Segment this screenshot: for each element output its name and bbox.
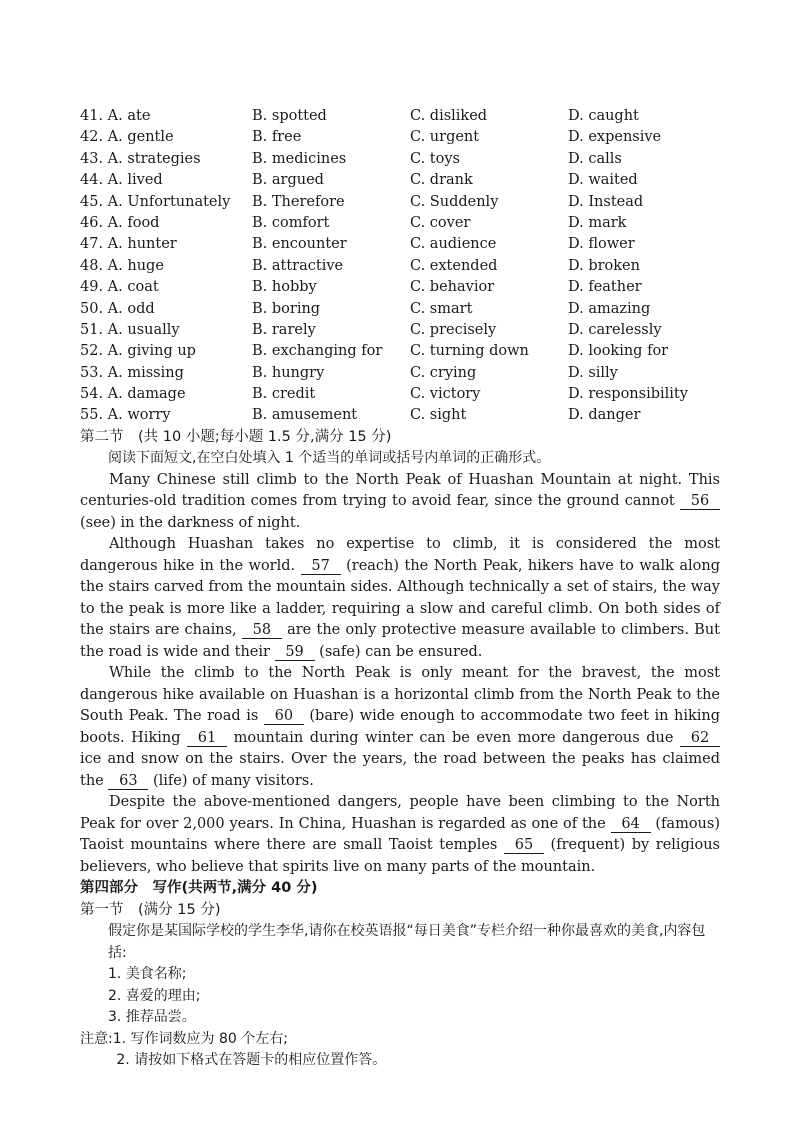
passage-paragraph-1 bbox=[80, 470, 720, 535]
option-row bbox=[80, 192, 720, 213]
text: (frequent) by religious believers, who believe that spirits live on many parts of the mountain. bbox=[80, 837, 720, 875]
option-a: 50. A. odd bbox=[80, 300, 155, 317]
option-c: C. cover bbox=[410, 214, 471, 231]
option-b: B. attractive bbox=[252, 257, 344, 274]
blank-57[interactable]: 57 bbox=[301, 559, 341, 575]
text: Many Chinese still climb to the North Peak of Huashan Mountain at night. This centuries-old tradition comes from trying to avoid fear, since the ground cannot bbox=[80, 471, 720, 510]
section2-instruction: 阅读下面短文,在空白处填入 1 个适当的单词或括号内单词的正确形式。 bbox=[108, 450, 551, 467]
option-a: 46. A. food bbox=[80, 214, 160, 231]
option-b: B. free bbox=[252, 129, 302, 146]
option-row bbox=[80, 363, 720, 384]
option-a: 43. A. strategies bbox=[80, 150, 201, 167]
option-a: 54. A. damage bbox=[80, 386, 186, 403]
option-d: D. Instead bbox=[568, 193, 644, 210]
option-a: 51. A. usually bbox=[80, 321, 180, 338]
option-a: 45. A. Unfortunately bbox=[80, 193, 231, 210]
blank-65[interactable]: 65 bbox=[504, 838, 544, 854]
option-b: B. argued bbox=[252, 172, 324, 189]
text: Despite the above-mentioned dangers, people have been climbing to the North Peak for over 2,000 years. In China, Huashan is regarded as one of the bbox=[80, 794, 720, 832]
option-d: D. broken bbox=[568, 257, 640, 274]
text: (life) of many visitors. bbox=[148, 772, 314, 789]
option-row bbox=[80, 213, 720, 234]
option-d: D. danger bbox=[568, 407, 641, 424]
blank-64[interactable]: 64 bbox=[611, 817, 651, 833]
exam-page bbox=[80, 106, 720, 1072]
option-a: 53. A. missing bbox=[80, 364, 184, 381]
option-d: D. silly bbox=[568, 364, 618, 381]
option-d: D. mark bbox=[568, 214, 627, 231]
prompt-item-1: 1. 美食名称; bbox=[108, 966, 187, 983]
option-d: D. feather bbox=[568, 279, 642, 296]
option-d: D. responsibility bbox=[568, 386, 688, 403]
option-b: B. boring bbox=[252, 300, 321, 317]
blank-61[interactable]: 61 bbox=[187, 731, 227, 747]
option-row bbox=[80, 384, 720, 405]
blank-56[interactable]: 56 bbox=[680, 494, 720, 510]
option-b: B. amusement bbox=[252, 407, 358, 424]
cloze-options-table bbox=[80, 106, 720, 427]
option-a: 44. A. lived bbox=[80, 172, 163, 189]
prompt-item-2: 2. 喜爱的理由; bbox=[108, 987, 201, 1004]
option-d: D. calls bbox=[568, 150, 622, 167]
option-a: 41. A. ate bbox=[80, 108, 151, 124]
text: (safe) can be ensured. bbox=[314, 643, 483, 660]
option-c: C. drank bbox=[410, 172, 473, 189]
option-b: B. spotted bbox=[252, 108, 327, 124]
option-c: C. crying bbox=[410, 364, 477, 381]
option-b: B. credit bbox=[252, 386, 316, 403]
blank-60[interactable]: 60 bbox=[264, 709, 304, 725]
text: are the only protective measure available to climbers. But the road is wide and their bbox=[80, 622, 720, 660]
text: While the climb to the North Peak is only meant for the bravest, the most dangerous hike available on Huashan is a horizontal climb from the North Peak to the South Peak. The road is bbox=[80, 665, 720, 725]
option-c: C. victory bbox=[410, 386, 481, 403]
option-b: B. comfort bbox=[252, 214, 330, 231]
option-c: C. turning down bbox=[410, 343, 529, 360]
part4-heading: 第四部分 写作(共两节,满分 40 分) bbox=[80, 880, 318, 897]
writing-prompt bbox=[80, 921, 720, 964]
option-b: B. Therefore bbox=[252, 193, 345, 210]
option-d: D. carelessly bbox=[568, 321, 662, 338]
option-row bbox=[80, 149, 720, 170]
option-c: C. smart bbox=[410, 300, 473, 317]
option-a: 42. A. gentle bbox=[80, 129, 174, 146]
option-b: B. hungry bbox=[252, 364, 325, 381]
option-d: D. caught bbox=[568, 108, 639, 124]
option-c: C. disliked bbox=[410, 108, 488, 124]
note-1: 注意:1. 写作词数应为 80 个左右; bbox=[80, 1030, 288, 1047]
text: (see) in the darkness of night. bbox=[80, 514, 301, 531]
option-c: C. urgent bbox=[410, 129, 480, 146]
option-a: 48. A. huge bbox=[80, 257, 164, 274]
option-b: B. medicines bbox=[252, 150, 347, 167]
option-row bbox=[80, 106, 720, 127]
blank-58[interactable]: 58 bbox=[242, 623, 282, 639]
option-c: C. behavior bbox=[410, 279, 495, 296]
text: Although Huashan takes no expertise to climb, it is considered the most dangerous hike in the world. bbox=[80, 536, 720, 574]
option-d: D. expensive bbox=[568, 129, 662, 146]
option-c: C. precisely bbox=[410, 321, 497, 338]
text: (bare) wide enough to accommodate two feet in hiking boots. Hiking bbox=[80, 708, 721, 746]
option-d: D. looking for bbox=[568, 343, 669, 360]
option-row bbox=[80, 405, 720, 426]
option-row bbox=[80, 341, 720, 362]
option-d: D. amazing bbox=[568, 300, 651, 317]
passage-paragraph-2 bbox=[80, 534, 720, 663]
option-d: D. flower bbox=[568, 236, 635, 253]
option-row bbox=[80, 277, 720, 298]
passage-paragraph-4 bbox=[80, 792, 720, 878]
option-a: 49. A. coat bbox=[80, 279, 159, 296]
blank-63[interactable]: 63 bbox=[108, 774, 148, 790]
text: (famous) Taoist mountains where there are small Taoist temples bbox=[80, 815, 720, 854]
option-row bbox=[80, 320, 720, 341]
option-b: B. rarely bbox=[252, 321, 316, 338]
option-c: C. extended bbox=[410, 257, 498, 274]
passage-paragraph-3 bbox=[80, 663, 720, 792]
option-c: C. audience bbox=[410, 236, 497, 253]
blank-59[interactable]: 59 bbox=[275, 645, 315, 661]
text: mountain during winter can be even more dangerous due bbox=[227, 729, 680, 746]
option-row bbox=[80, 256, 720, 277]
option-b: B. exchanging for bbox=[252, 343, 383, 360]
option-d: D. waited bbox=[568, 172, 638, 189]
blank-62[interactable]: 62 bbox=[680, 731, 720, 747]
text: ice and snow on the stairs. Over the years, the road between the peaks has claimed the bbox=[80, 751, 720, 789]
text: (reach) the North Peak, hikers have to walk along the stairs carved from the mountain sides. Although technically a set of stairs, the way to the peak is more like a ladder, requiring a slow and careful climb. On both sides of the stairs are chains, bbox=[80, 557, 720, 639]
writing-prompt-text: 假定你是某国际学校的学生李华,请你在校英语报“每日美食”专栏介绍一种你最喜欢的美食,内容包括: bbox=[108, 923, 706, 961]
option-row bbox=[80, 234, 720, 255]
option-a: 55. A. worry bbox=[80, 407, 171, 424]
option-a: 47. A. hunter bbox=[80, 236, 177, 253]
note-2: 2. 请按如下格式在答题卡的相应位置作答。 bbox=[116, 1052, 387, 1069]
section2-heading: 第二节 (共 10 小题;每小题 1.5 分,满分 15 分) bbox=[80, 428, 392, 445]
option-c: C. toys bbox=[410, 150, 460, 167]
prompt-item-3: 3. 推荐品尝。 bbox=[108, 1009, 196, 1026]
option-b: B. encounter bbox=[252, 236, 347, 253]
option-a: 52. A. giving up bbox=[80, 343, 196, 360]
option-b: B. hobby bbox=[252, 279, 317, 296]
part4-section1-heading: 第一节 (满分 15 分) bbox=[80, 901, 221, 918]
option-row bbox=[80, 170, 720, 191]
option-row bbox=[80, 127, 720, 148]
option-c: C. Suddenly bbox=[410, 193, 499, 210]
option-c: C. sight bbox=[410, 407, 467, 424]
option-row bbox=[80, 299, 720, 320]
